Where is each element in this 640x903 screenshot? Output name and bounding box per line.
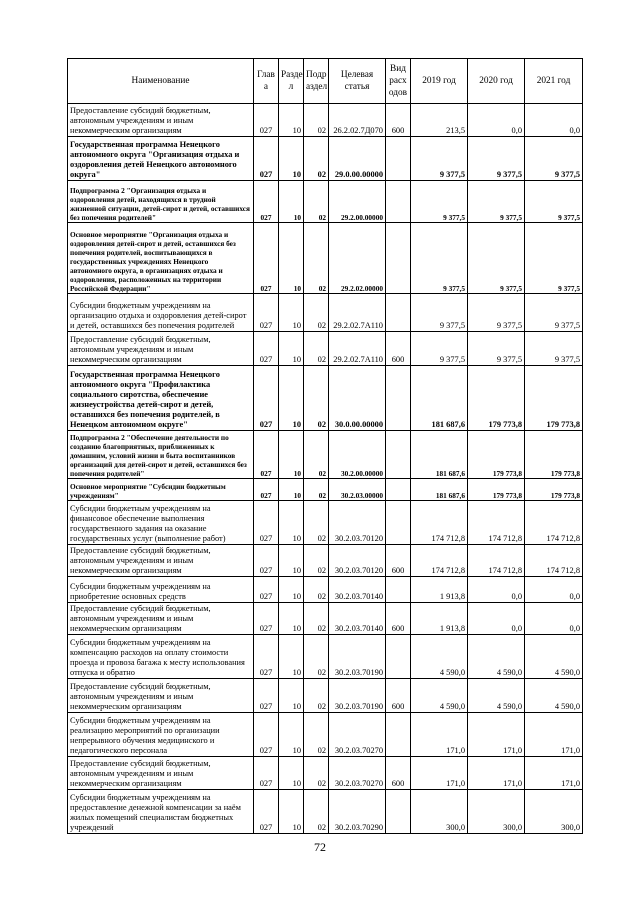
row-section: 10 <box>279 332 304 366</box>
row-expense-type <box>386 294 411 332</box>
row-2019: 9 377,5 <box>411 181 468 223</box>
table-row <box>68 603 583 635</box>
row-expense-type: 600 <box>386 332 411 366</box>
row-subsection: 02 <box>304 294 329 332</box>
table-row <box>68 790 583 834</box>
row-section: 10 <box>279 790 304 834</box>
row-2019: 181 687,6 <box>411 366 468 431</box>
row-subsection: 02 <box>304 679 329 713</box>
row-expense-type <box>386 501 411 545</box>
table-row <box>68 137 583 181</box>
row-2019: 213,5 <box>411 104 468 137</box>
row-2019: 4 590,0 <box>411 679 468 713</box>
row-2020: 179 773,8 <box>468 431 525 479</box>
table-row <box>68 635 583 679</box>
row-2020: 0,0 <box>468 603 525 635</box>
row-2019: 9 377,5 <box>411 332 468 366</box>
row-2020: 0,0 <box>468 577 525 603</box>
table-row <box>68 104 583 137</box>
row-expense-type <box>386 366 411 431</box>
row-expense-type: 600 <box>386 104 411 137</box>
row-target-article: 26.2.02.7Д070 <box>329 104 386 137</box>
row-name: Предоставление субсидий бюджетным, автономным учреждениям и иным некоммерческим организациям <box>68 757 254 790</box>
row-subsection: 02 <box>304 635 329 679</box>
row-2021: 174 712,8 <box>525 501 583 545</box>
header-section: Разде л <box>279 59 304 104</box>
row-target-article: 30.2.03.70120 <box>329 501 386 545</box>
row-2019: 4 590,0 <box>411 635 468 679</box>
row-2021: 174 712,8 <box>525 545 583 577</box>
row-2021: 171,0 <box>525 757 583 790</box>
row-target-article: 30.2.03.70270 <box>329 713 386 757</box>
row-2021: 9 377,5 <box>525 332 583 366</box>
row-chapter: 027 <box>254 635 279 679</box>
row-section: 10 <box>279 713 304 757</box>
header-expense-type: Вид расх одов <box>386 59 411 104</box>
row-subsection: 02 <box>304 577 329 603</box>
row-expense-type <box>386 137 411 181</box>
row-2020: 171,0 <box>468 757 525 790</box>
row-subsection: 02 <box>304 223 329 294</box>
table-row <box>68 181 583 223</box>
row-2020: 4 590,0 <box>468 635 525 679</box>
row-2021: 9 377,5 <box>525 137 583 181</box>
header-2021: 2021 год <box>525 59 583 104</box>
row-expense-type <box>386 223 411 294</box>
row-target-article: 30.2.03.70290 <box>329 790 386 834</box>
row-target-article: 30.2.03.70270 <box>329 757 386 790</box>
row-section: 10 <box>279 635 304 679</box>
row-section: 10 <box>279 479 304 501</box>
row-name: Предоставление субсидий бюджетным, автономным учреждениям и иным некоммерческим организациям <box>68 332 254 366</box>
row-chapter: 027 <box>254 137 279 181</box>
row-target-article: 30.2.03.00000 <box>329 479 386 501</box>
row-2021: 179 773,8 <box>525 366 583 431</box>
row-name: Субсидии бюджетным учреждениям на финансовое обеспечение выполнения государственного задания на оказание государственных услуг (выполнение работ) <box>68 501 254 545</box>
table-row <box>68 757 583 790</box>
table-header-row <box>68 59 583 104</box>
row-subsection: 02 <box>304 603 329 635</box>
row-2020: 300,0 <box>468 790 525 834</box>
row-2021: 179 773,8 <box>525 431 583 479</box>
row-target-article: 30.2.03.70190 <box>329 679 386 713</box>
row-2020: 0,0 <box>468 104 525 137</box>
table-row <box>68 366 583 431</box>
row-subsection: 02 <box>304 501 329 545</box>
row-chapter: 027 <box>254 790 279 834</box>
row-expense-type: 600 <box>386 603 411 635</box>
row-name: Предоставление субсидий бюджетным, автономным учреждениям и иным некоммерческим организациям <box>68 603 254 635</box>
row-2021: 300,0 <box>525 790 583 834</box>
row-subsection: 02 <box>304 757 329 790</box>
row-chapter: 027 <box>254 104 279 137</box>
row-target-article: 30.2.03.70120 <box>329 545 386 577</box>
row-2019: 1 913,8 <box>411 603 468 635</box>
row-2020: 174 712,8 <box>468 501 525 545</box>
row-2019: 181 687,6 <box>411 431 468 479</box>
row-section: 10 <box>279 501 304 545</box>
row-2020: 171,0 <box>468 713 525 757</box>
table-row <box>68 577 583 603</box>
row-expense-type: 600 <box>386 545 411 577</box>
row-target-article: 29.0.00.00000 <box>329 137 386 181</box>
row-expense-type <box>386 635 411 679</box>
row-subsection: 02 <box>304 137 329 181</box>
row-2019: 300,0 <box>411 790 468 834</box>
header-subsection: Подр аздел <box>304 59 329 104</box>
row-2020: 179 773,8 <box>468 479 525 501</box>
row-2020: 9 377,5 <box>468 294 525 332</box>
row-target-article: 30.0.00.00000 <box>329 366 386 431</box>
row-2021: 0,0 <box>525 104 583 137</box>
table-row <box>68 545 583 577</box>
row-expense-type: 600 <box>386 757 411 790</box>
row-target-article: 29.2.02.7А110 <box>329 294 386 332</box>
row-target-article: 29.2.02.7А110 <box>329 332 386 366</box>
table-row <box>68 431 583 479</box>
row-2020: 9 377,5 <box>468 223 525 294</box>
budget-table <box>67 58 583 834</box>
row-subsection: 02 <box>304 713 329 757</box>
header-2019: 2019 год <box>411 59 468 104</box>
row-2021: 9 377,5 <box>525 181 583 223</box>
row-name: Государственная программа Ненецкого автономного округа "Организация отдыха и оздоровления детей Ненецкого автономного округа" <box>68 137 254 181</box>
row-chapter: 027 <box>254 757 279 790</box>
table-row <box>68 479 583 501</box>
header-chapter: Глав а <box>254 59 279 104</box>
row-2020: 9 377,5 <box>468 137 525 181</box>
row-2021: 0,0 <box>525 603 583 635</box>
row-2019: 181 687,6 <box>411 479 468 501</box>
table-row <box>68 679 583 713</box>
row-name: Основное мероприятие "Субсидии бюджетным учреждениям" <box>68 479 254 501</box>
table-row <box>68 294 583 332</box>
row-chapter: 027 <box>254 479 279 501</box>
row-name: Предоставление субсидий бюджетным, автономным учреждениям и иным некоммерческим организациям <box>68 679 254 713</box>
row-2020: 9 377,5 <box>468 332 525 366</box>
table-row <box>68 501 583 545</box>
row-name: Подпрограмма 2 "Обеспечение деятельности по созданию благоприятных, приближенных к домашним, условий жизни и быта воспитанников организаций для детей-сирот и детей, оставшихся без попечения родителей" <box>68 431 254 479</box>
header-target-article: Целевая статья <box>329 59 386 104</box>
row-chapter: 027 <box>254 294 279 332</box>
row-expense-type <box>386 790 411 834</box>
row-subsection: 02 <box>304 332 329 366</box>
row-chapter: 027 <box>254 679 279 713</box>
row-2020: 179 773,8 <box>468 366 525 431</box>
row-2019: 9 377,5 <box>411 223 468 294</box>
row-name: Предоставление субсидий бюджетным, автономным учреждениям и иным некоммерческим организациям <box>68 104 254 137</box>
row-chapter: 027 <box>254 713 279 757</box>
row-name: Субсидии бюджетным учреждениям на организацию отдыха и оздоровления детей-сирот и детей, оставшихся без попечения родителей <box>68 294 254 332</box>
header-2020: 2020 год <box>468 59 525 104</box>
row-name: Подпрограмма 2 "Организация отдыха и оздоровления детей, находящихся в трудной жизненной ситуации, детей-сирот и детей, оставшихся без попечения родителей" <box>68 181 254 223</box>
table-row <box>68 223 583 294</box>
row-2019: 174 712,8 <box>411 545 468 577</box>
row-2020: 174 712,8 <box>468 545 525 577</box>
row-expense-type <box>386 713 411 757</box>
table-row <box>68 713 583 757</box>
row-chapter: 027 <box>254 431 279 479</box>
row-section: 10 <box>279 679 304 713</box>
row-section: 10 <box>279 294 304 332</box>
row-name: Основное мероприятие "Организация отдыха и оздоровления детей-сирот и детей, оставшихся без попечения родителей, воспитывающихся в государственных учреждениях Ненецкого автономного округа, в организациях отдыха и оздоровления, расположенных на территории Российской Федерации" <box>68 223 254 294</box>
table-row <box>68 332 583 366</box>
header-name: Наименование <box>68 59 254 104</box>
row-chapter: 027 <box>254 223 279 294</box>
row-2020: 9 377,5 <box>468 181 525 223</box>
row-chapter: 027 <box>254 366 279 431</box>
row-expense-type <box>386 577 411 603</box>
row-2019: 1 913,8 <box>411 577 468 603</box>
row-section: 10 <box>279 757 304 790</box>
row-subsection: 02 <box>304 790 329 834</box>
row-section: 10 <box>279 366 304 431</box>
row-name: Субсидии бюджетным учреждениям на компенсацию расходов на оплату стоимости проезда и провоза багажа к месту использования отпуска и обратно <box>68 635 254 679</box>
row-target-article: 29.2.02.00000 <box>329 223 386 294</box>
page-number: 72 <box>314 840 326 854</box>
row-2019: 174 712,8 <box>411 501 468 545</box>
row-2021: 4 590,0 <box>525 635 583 679</box>
row-2021: 4 590,0 <box>525 679 583 713</box>
row-section: 10 <box>279 545 304 577</box>
row-target-article: 30.2.03.70140 <box>329 603 386 635</box>
row-subsection: 02 <box>304 545 329 577</box>
row-chapter: 027 <box>254 181 279 223</box>
row-name: Субсидии бюджетным учреждениям на приобретение основных средств <box>68 577 254 603</box>
row-expense-type <box>386 479 411 501</box>
row-2021: 179 773,8 <box>525 479 583 501</box>
row-target-article: 30.2.03.70140 <box>329 577 386 603</box>
row-chapter: 027 <box>254 501 279 545</box>
row-2020: 4 590,0 <box>468 679 525 713</box>
row-name: Субсидии бюджетным учреждениям на реализацию мероприятий по организации непрерывного обучения медицинского и педагогического персонала <box>68 713 254 757</box>
row-subsection: 02 <box>304 366 329 431</box>
row-section: 10 <box>279 223 304 294</box>
row-expense-type: 600 <box>386 679 411 713</box>
row-section: 10 <box>279 104 304 137</box>
row-expense-type <box>386 181 411 223</box>
row-section: 10 <box>279 431 304 479</box>
row-name: Субсидии бюджетным учреждениям на предоставление денежной компенсации за наём жилых помещений специалистам бюджетных учреждений <box>68 790 254 834</box>
row-section: 10 <box>279 577 304 603</box>
row-2019: 9 377,5 <box>411 137 468 181</box>
row-2019: 9 377,5 <box>411 294 468 332</box>
row-chapter: 027 <box>254 603 279 635</box>
row-section: 10 <box>279 603 304 635</box>
row-2021: 171,0 <box>525 713 583 757</box>
row-name: Государственная программа Ненецкого автономного округа "Профилактика социального сиротства, обеспечение жизнеустройства детей-сирот и детей, оставшихся без попечения родителей, в Ненецком автономном округе" <box>68 366 254 431</box>
row-target-article: 30.2.03.70190 <box>329 635 386 679</box>
row-2019: 171,0 <box>411 713 468 757</box>
row-section: 10 <box>279 137 304 181</box>
row-target-article: 30.2.00.00000 <box>329 431 386 479</box>
row-target-article: 29.2.00.00000 <box>329 181 386 223</box>
row-subsection: 02 <box>304 181 329 223</box>
row-expense-type <box>386 431 411 479</box>
row-2021: 9 377,5 <box>525 223 583 294</box>
row-2021: 9 377,5 <box>525 294 583 332</box>
row-2019: 171,0 <box>411 757 468 790</box>
row-subsection: 02 <box>304 104 329 137</box>
row-chapter: 027 <box>254 577 279 603</box>
row-subsection: 02 <box>304 479 329 501</box>
row-name: Предоставление субсидий бюджетным, автономным учреждениям и иным некоммерческим организациям <box>68 545 254 577</box>
row-chapter: 027 <box>254 332 279 366</box>
row-subsection: 02 <box>304 431 329 479</box>
row-chapter: 027 <box>254 545 279 577</box>
row-2021: 0,0 <box>525 577 583 603</box>
row-section: 10 <box>279 181 304 223</box>
